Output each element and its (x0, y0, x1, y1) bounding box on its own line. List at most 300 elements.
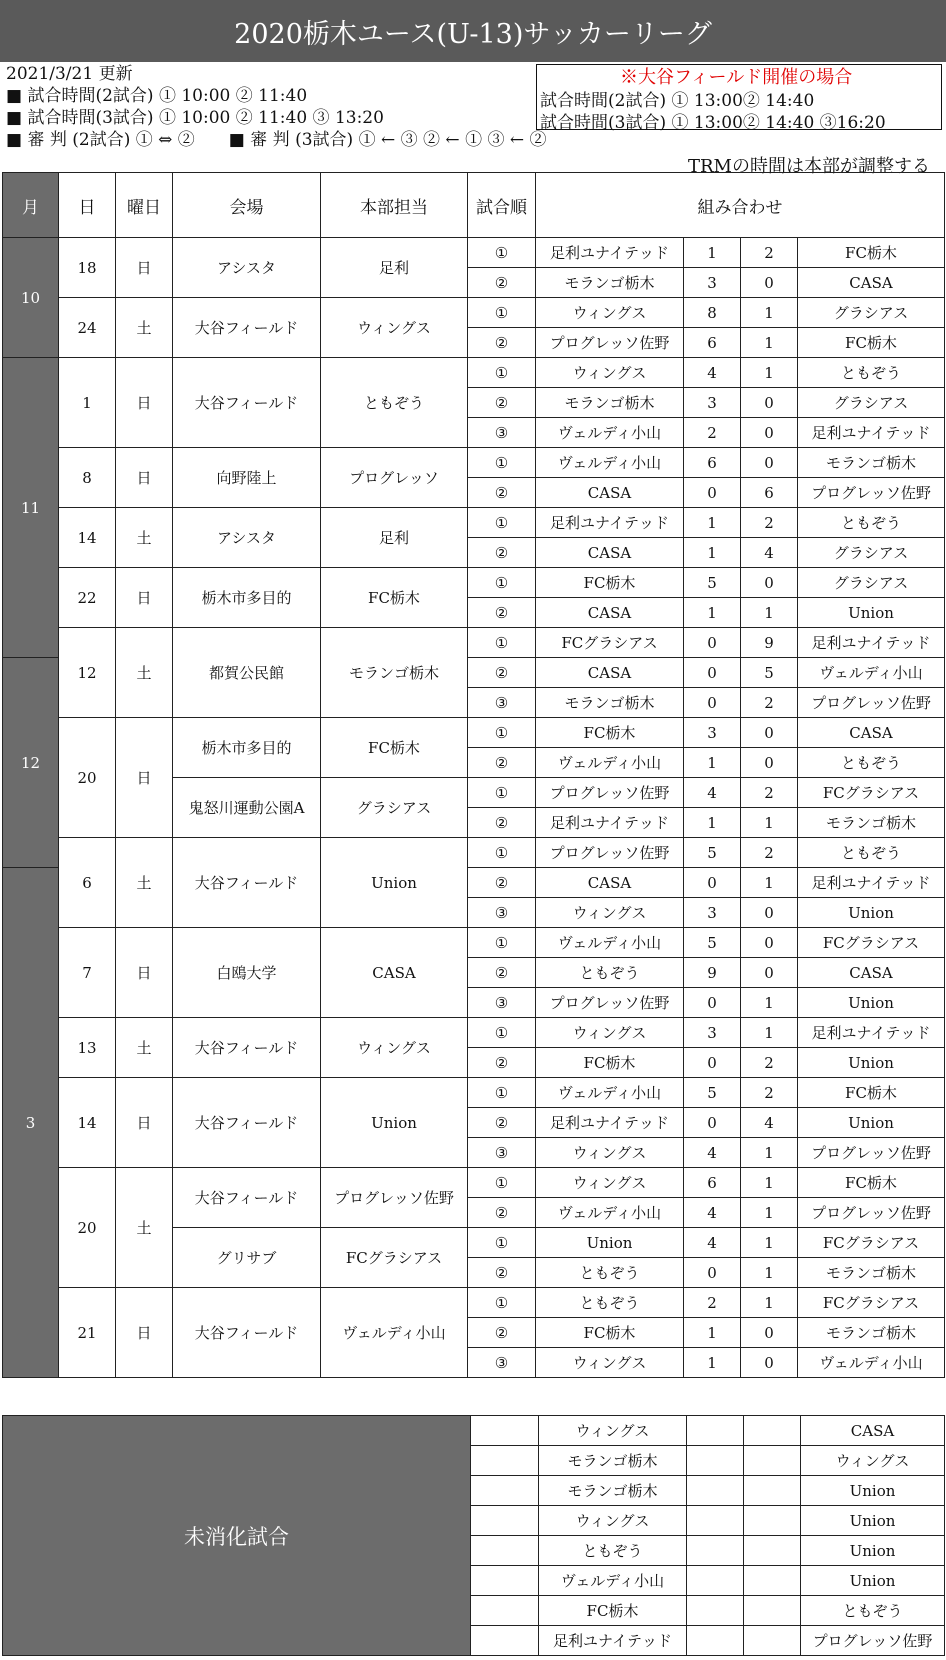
home-score: 1 (684, 808, 741, 838)
home-team: ともぞう (536, 958, 684, 988)
match-order: ② (468, 478, 536, 508)
home-team: プログレッソ佐野 (536, 838, 684, 868)
pending-home-team: ともぞう (539, 1536, 687, 1566)
match-order: ① (468, 1168, 536, 1198)
weekday-cell: 土 (116, 508, 173, 568)
pending-label: 未消化試合 (3, 1416, 471, 1656)
host-cell: FC栃木 (321, 718, 468, 778)
home-score: 6 (684, 328, 741, 358)
notice-line-2: 試合時間(3試合) ① 13:00② 14:40 ③16:20 (540, 113, 886, 133)
home-team: ヴェルディ小山 (536, 748, 684, 778)
host-cell: ヴェルディ小山 (321, 1288, 468, 1378)
pending-body (3, 1416, 945, 1656)
venue-cell: 都賀公民館 (173, 628, 321, 718)
pending-home-score (687, 1506, 744, 1536)
match-order: ③ (468, 1138, 536, 1168)
pending-away-team: Union (801, 1506, 945, 1536)
home-score: 0 (684, 628, 741, 658)
match-order: ② (468, 1198, 536, 1228)
notice-line-1: 試合時間(2試合) ① 13:00② 14:40 (540, 91, 815, 111)
table-row (3, 1018, 945, 1048)
home-score: 1 (684, 598, 741, 628)
match-order: ① (468, 568, 536, 598)
away-team: グラシアス (798, 538, 945, 568)
page-title: 2020栃木ユース(U-13)サッカーリーグ (0, 0, 946, 62)
home-team: モランゴ栃木 (536, 688, 684, 718)
match-order: ① (468, 1078, 536, 1108)
table-row (3, 1288, 945, 1318)
match-order: ② (468, 868, 536, 898)
home-score: 8 (684, 298, 741, 328)
table-row (3, 508, 945, 538)
home-team: FC栃木 (536, 718, 684, 748)
host-cell: プログレッソ (321, 448, 468, 508)
home-score: 5 (684, 928, 741, 958)
home-team: ウィングス (536, 1018, 684, 1048)
match-order: ③ (468, 418, 536, 448)
host-cell: モランゴ栃木 (321, 628, 468, 718)
home-score: 0 (684, 478, 741, 508)
host-cell: Union (321, 1078, 468, 1168)
match-order: ① (468, 1228, 536, 1258)
away-score: 1 (741, 598, 798, 628)
away-score: 1 (741, 358, 798, 388)
match-order: ② (468, 388, 536, 418)
home-team: CASA (536, 538, 684, 568)
match-order: ① (468, 718, 536, 748)
away-team: FC栃木 (798, 1078, 945, 1108)
day-cell: 20 (59, 718, 116, 838)
pending-row (3, 1416, 945, 1446)
weekday-cell: 日 (116, 928, 173, 1018)
home-score: 0 (684, 1108, 741, 1138)
home-team: FC栃木 (536, 1318, 684, 1348)
away-team: 足利ユナイテッド (798, 1018, 945, 1048)
home-team: ともぞう (536, 1258, 684, 1288)
venue-cell: アシスタ (173, 508, 321, 568)
match-order: ② (468, 538, 536, 568)
home-score: 1 (684, 508, 741, 538)
venue-cell: 鬼怒川運動公園A (173, 778, 321, 838)
home-score: 1 (684, 538, 741, 568)
away-team: ともぞう (798, 748, 945, 778)
away-score: 0 (741, 958, 798, 988)
table-row (3, 628, 945, 658)
home-score: 2 (684, 418, 741, 448)
day-cell: 18 (59, 238, 116, 298)
pending-away-team: Union (801, 1536, 945, 1566)
match-order: ③ (468, 898, 536, 928)
away-team: Union (798, 598, 945, 628)
weekday-cell: 日 (116, 1288, 173, 1378)
match-order: ② (468, 1108, 536, 1138)
match-order: ② (468, 808, 536, 838)
pending-order (471, 1596, 539, 1626)
pending-order (471, 1446, 539, 1476)
home-team: ヴェルディ小山 (536, 1078, 684, 1108)
home-team: ウィングス (536, 298, 684, 328)
table-row (3, 928, 945, 958)
home-team: 足利ユナイテッド (536, 238, 684, 268)
host-cell: FC栃木 (321, 568, 468, 628)
home-score: 0 (684, 868, 741, 898)
pending-home-score (687, 1446, 744, 1476)
host-cell: CASA (321, 928, 468, 1018)
home-score: 4 (684, 1138, 741, 1168)
host-cell: ともぞう (321, 358, 468, 448)
away-score: 0 (741, 898, 798, 928)
away-team: 足利ユナイテッド (798, 868, 945, 898)
pending-order (471, 1476, 539, 1506)
pending-away-score (744, 1416, 801, 1446)
venue-cell: 栃木市多目的 (173, 718, 321, 778)
away-score: 5 (741, 658, 798, 688)
home-team: FC栃木 (536, 568, 684, 598)
home-score: 9 (684, 958, 741, 988)
home-score: 0 (684, 1048, 741, 1078)
notice-heading: ※大谷フィールド開催の場合 (620, 67, 853, 88)
home-team: ヴェルディ小山 (536, 418, 684, 448)
home-score: 5 (684, 1078, 741, 1108)
away-score: 2 (741, 778, 798, 808)
trm-note: TRMの時間は本部が調整する (688, 156, 930, 177)
venue-cell: 向野陸上 (173, 448, 321, 508)
away-score: 1 (741, 1168, 798, 1198)
day-cell: 6 (59, 838, 116, 928)
venue-cell: 大谷フィールド (173, 838, 321, 928)
pending-away-score (744, 1506, 801, 1536)
home-team: Union (536, 1228, 684, 1258)
pending-table (2, 1415, 945, 1656)
away-team: モランゴ栃木 (798, 1318, 945, 1348)
home-team: ウィングス (536, 898, 684, 928)
table-row (3, 1168, 945, 1198)
away-score: 2 (741, 1048, 798, 1078)
host-cell: プログレッソ佐野 (321, 1168, 468, 1228)
header-venue: 会場 (173, 173, 321, 238)
day-cell: 21 (59, 1288, 116, 1378)
away-score: 1 (741, 1258, 798, 1288)
away-team: ともぞう (798, 358, 945, 388)
pending-away-score (744, 1626, 801, 1656)
match-order: ① (468, 778, 536, 808)
venue-cell: アシスタ (173, 238, 321, 298)
pending-away-team: Union (801, 1476, 945, 1506)
away-team: ヴェルディ小山 (798, 1348, 945, 1378)
match-order: ① (468, 1018, 536, 1048)
away-team: CASA (798, 268, 945, 298)
pending-away-score (744, 1536, 801, 1566)
pending-home-score (687, 1476, 744, 1506)
away-score: 2 (741, 508, 798, 538)
away-team: ともぞう (798, 508, 945, 538)
home-team: ウィングス (536, 1348, 684, 1378)
header-order: 試合順 (468, 173, 536, 238)
home-team: CASA (536, 658, 684, 688)
venue-cell: 大谷フィールド (173, 1168, 321, 1228)
away-team: Union (798, 898, 945, 928)
home-team: プログレッソ佐野 (536, 988, 684, 1018)
day-cell: 12 (59, 628, 116, 718)
away-score: 9 (741, 628, 798, 658)
venue-cell: 大谷フィールド (173, 298, 321, 358)
weekday-cell: 土 (116, 298, 173, 358)
table-row (3, 358, 945, 388)
match-order: ① (468, 838, 536, 868)
home-score: 1 (684, 748, 741, 778)
away-team: グラシアス (798, 388, 945, 418)
away-team: モランゴ栃木 (798, 448, 945, 478)
month-cell: 3 (3, 868, 59, 1378)
away-score: 1 (741, 298, 798, 328)
home-score: 1 (684, 1318, 741, 1348)
day-cell: 22 (59, 568, 116, 628)
match-time-3: ■ 試合時間(3試合) ① 10:00 ② 11:40 ③ 13:20 (6, 108, 384, 128)
away-score: 4 (741, 538, 798, 568)
home-score: 0 (684, 988, 741, 1018)
pending-home-score (687, 1416, 744, 1446)
home-score: 4 (684, 1198, 741, 1228)
host-cell: FCグラシアス (321, 1228, 468, 1288)
away-score: 1 (741, 988, 798, 1018)
home-team: ウィングス (536, 358, 684, 388)
home-team: 足利ユナイテッド (536, 808, 684, 838)
away-score: 0 (741, 448, 798, 478)
away-team: 足利ユナイテッド (798, 628, 945, 658)
home-score: 3 (684, 268, 741, 298)
home-team: 足利ユナイテッド (536, 508, 684, 538)
away-score: 0 (741, 748, 798, 778)
away-team: Union (798, 1108, 945, 1138)
pending-home-score (687, 1596, 744, 1626)
away-score: 1 (741, 1018, 798, 1048)
table-row (3, 718, 945, 748)
header-month: 月 (3, 173, 59, 238)
home-score: 3 (684, 388, 741, 418)
home-score: 4 (684, 778, 741, 808)
home-team: CASA (536, 478, 684, 508)
away-score: 0 (741, 718, 798, 748)
home-team: CASA (536, 598, 684, 628)
home-score: 1 (684, 1348, 741, 1378)
home-team: CASA (536, 868, 684, 898)
away-team: FCグラシアス (798, 928, 945, 958)
match-order: ③ (468, 688, 536, 718)
weekday-cell: 日 (116, 568, 173, 628)
away-team: グラシアス (798, 568, 945, 598)
away-score: 1 (741, 1198, 798, 1228)
match-order: ② (468, 958, 536, 988)
pending-home-score (687, 1626, 744, 1656)
away-team: プログレッソ佐野 (798, 1198, 945, 1228)
venue-cell: 大谷フィールド (173, 1078, 321, 1168)
away-team: CASA (798, 958, 945, 988)
away-team: プログレッソ佐野 (798, 1138, 945, 1168)
match-order: ① (468, 628, 536, 658)
home-score: 6 (684, 1168, 741, 1198)
header-day: 日 (59, 173, 116, 238)
pending-away-team: ウィングス (801, 1446, 945, 1476)
schedule-table (2, 172, 945, 1378)
table-row (3, 298, 945, 328)
home-team: ヴェルディ小山 (536, 1198, 684, 1228)
away-team: Union (798, 1048, 945, 1078)
weekday-cell: 日 (116, 718, 173, 838)
away-score: 0 (741, 418, 798, 448)
venue-cell: 白鴎大学 (173, 928, 321, 1018)
away-score: 0 (741, 388, 798, 418)
host-cell: 足利 (321, 238, 468, 298)
pending-away-score (744, 1476, 801, 1506)
weekday-cell: 土 (116, 1168, 173, 1288)
day-cell: 24 (59, 298, 116, 358)
home-score: 4 (684, 1228, 741, 1258)
match-order: ② (468, 1048, 536, 1078)
match-order: ② (468, 328, 536, 358)
pending-order (471, 1566, 539, 1596)
away-score: 1 (741, 328, 798, 358)
day-cell: 14 (59, 508, 116, 568)
away-team: 足利ユナイテッド (798, 418, 945, 448)
away-score: 0 (741, 1318, 798, 1348)
away-score: 4 (741, 1108, 798, 1138)
table-row (3, 448, 945, 478)
home-score: 0 (684, 688, 741, 718)
match-order: ③ (468, 988, 536, 1018)
updated-date: 2021/3/21 更新 (6, 64, 133, 84)
away-score: 1 (741, 868, 798, 898)
venue-cell: 大谷フィールド (173, 1288, 321, 1378)
pending-home-team: ウィングス (539, 1416, 687, 1446)
away-team: グラシアス (798, 298, 945, 328)
away-team: FC栃木 (798, 238, 945, 268)
home-team: FCグラシアス (536, 628, 684, 658)
away-score: 0 (741, 1348, 798, 1378)
day-cell: 20 (59, 1168, 116, 1288)
match-order: ③ (468, 1348, 536, 1378)
home-team: モランゴ栃木 (536, 268, 684, 298)
venue-cell: 栃木市多目的 (173, 568, 321, 628)
header-matchup: 組み合わせ (536, 173, 945, 238)
day-cell: 13 (59, 1018, 116, 1078)
pending-home-team: モランゴ栃木 (539, 1476, 687, 1506)
table-row (3, 238, 945, 268)
match-order: ② (468, 658, 536, 688)
venue-cell: 大谷フィールド (173, 358, 321, 448)
pending-away-team: ともぞう (801, 1596, 945, 1626)
away-score: 2 (741, 838, 798, 868)
match-order: ① (468, 928, 536, 958)
host-cell: グラシアス (321, 778, 468, 838)
away-team: FC栃木 (798, 1168, 945, 1198)
pending-home-score (687, 1536, 744, 1566)
schedule-body (3, 238, 945, 1378)
weekday-cell: 日 (116, 448, 173, 508)
pending-home-team: ウィングス (539, 1506, 687, 1536)
host-cell: ウィングス (321, 298, 468, 358)
month-cell: 11 (3, 358, 59, 658)
home-team: ヴェルディ小山 (536, 448, 684, 478)
match-order: ② (468, 1318, 536, 1348)
home-team: ともぞう (536, 1288, 684, 1318)
home-team: FC栃木 (536, 1048, 684, 1078)
pending-home-team: FC栃木 (539, 1596, 687, 1626)
pending-away-score (744, 1446, 801, 1476)
host-cell: ウィングス (321, 1018, 468, 1078)
pending-order (471, 1506, 539, 1536)
pending-away-team: CASA (801, 1416, 945, 1446)
away-team: FCグラシアス (798, 778, 945, 808)
venue-cell: グリサブ (173, 1228, 321, 1288)
away-team: FCグラシアス (798, 1228, 945, 1258)
home-score: 0 (684, 1258, 741, 1288)
away-team: CASA (798, 718, 945, 748)
away-score: 1 (741, 1138, 798, 1168)
home-score: 0 (684, 658, 741, 688)
away-team: プログレッソ佐野 (798, 478, 945, 508)
host-cell: Union (321, 838, 468, 928)
home-team: ウィングス (536, 1168, 684, 1198)
match-order: ② (468, 268, 536, 298)
weekday-cell: 日 (116, 238, 173, 298)
weekday-cell: 土 (116, 628, 173, 718)
home-score: 3 (684, 898, 741, 928)
away-score: 1 (741, 808, 798, 838)
away-team: FCグラシアス (798, 1288, 945, 1318)
referee-rules: ■ 審 判 (2試合) ① ⇔ ② ■ 審 判 (3試合) ① ← ③ ② ← ① ③ ← ② (6, 130, 547, 150)
home-score: 3 (684, 718, 741, 748)
header-host: 本部担当 (321, 173, 468, 238)
day-cell: 8 (59, 448, 116, 508)
pending-home-team: ヴェルディ小山 (539, 1566, 687, 1596)
table-row (3, 568, 945, 598)
pending-order (471, 1536, 539, 1566)
pending-away-score (744, 1596, 801, 1626)
match-order: ② (468, 598, 536, 628)
away-team: モランゴ栃木 (798, 808, 945, 838)
pending-home-team: モランゴ栃木 (539, 1446, 687, 1476)
away-team: モランゴ栃木 (798, 1258, 945, 1288)
away-team: Union (798, 988, 945, 1018)
away-team: ヴェルディ小山 (798, 658, 945, 688)
home-team: プログレッソ佐野 (536, 778, 684, 808)
table-row (3, 1078, 945, 1108)
away-score: 0 (741, 568, 798, 598)
month-cell: 12 (3, 658, 59, 868)
match-order: ① (468, 298, 536, 328)
home-score: 1 (684, 238, 741, 268)
home-score: 2 (684, 1288, 741, 1318)
match-order: ① (468, 358, 536, 388)
pending-away-team: プログレッソ佐野 (801, 1626, 945, 1656)
pending-order (471, 1416, 539, 1446)
pending-home-team: 足利ユナイテッド (539, 1626, 687, 1656)
host-cell: 足利 (321, 508, 468, 568)
match-order: ② (468, 748, 536, 778)
venue-cell: 大谷フィールド (173, 1018, 321, 1078)
weekday-cell: 日 (116, 358, 173, 448)
header-dow: 曜日 (116, 173, 173, 238)
match-order: ① (468, 1288, 536, 1318)
away-score: 0 (741, 268, 798, 298)
home-score: 5 (684, 568, 741, 598)
day-cell: 14 (59, 1078, 116, 1168)
home-score: 4 (684, 358, 741, 388)
pending-home-score (687, 1566, 744, 1596)
month-cell: 10 (3, 238, 59, 358)
away-score: 6 (741, 478, 798, 508)
away-score: 2 (741, 1078, 798, 1108)
